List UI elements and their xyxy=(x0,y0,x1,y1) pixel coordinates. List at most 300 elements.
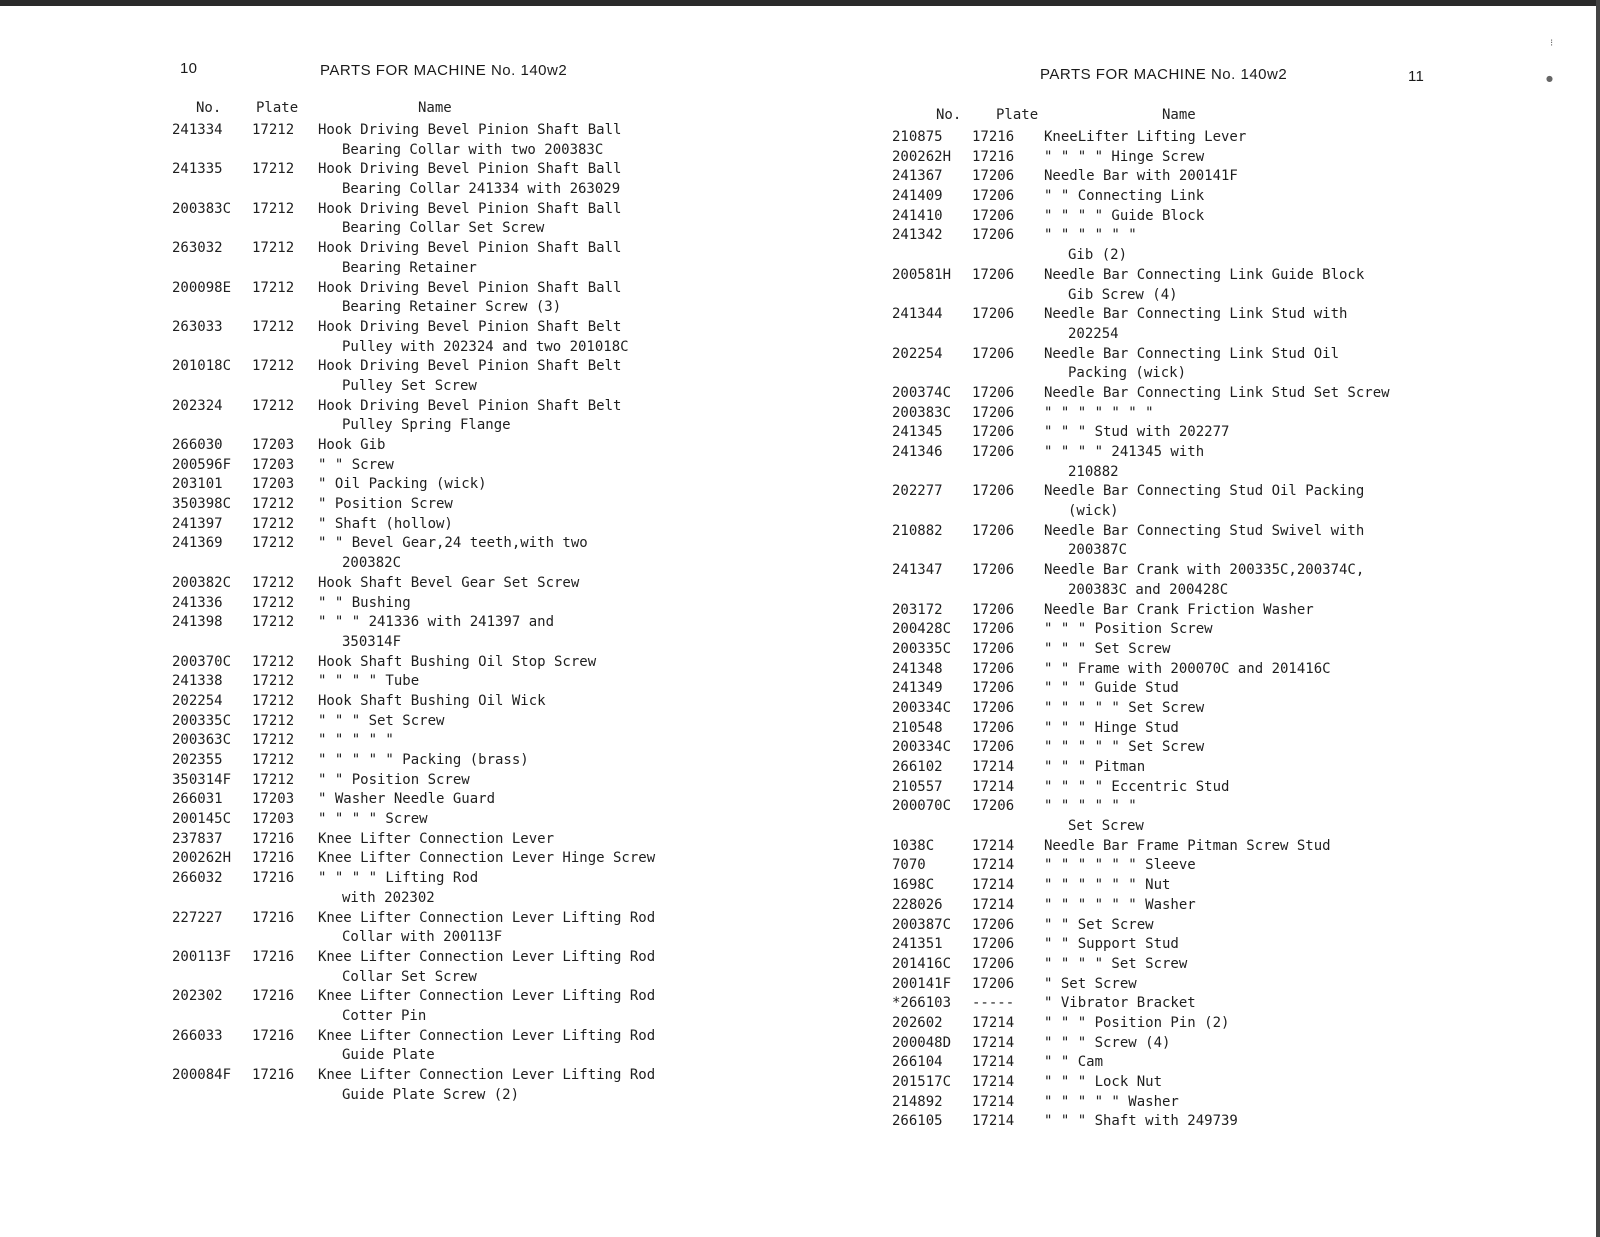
part-number: 241335 xyxy=(172,161,223,178)
part-name: Hook Driving Bevel Pinion Shaft Belt xyxy=(318,318,622,335)
table-row xyxy=(0,416,800,436)
plate-number: 17206 xyxy=(972,483,1015,500)
part-name: " " " Set Screw xyxy=(1044,640,1171,657)
part-number: 241398 xyxy=(172,614,223,631)
part-name: Needle Bar Frame Pitman Screw Stud xyxy=(1044,837,1331,854)
part-name: Needle Bar Connecting Stud Oil Packing xyxy=(1044,483,1365,500)
table-row xyxy=(800,719,1595,739)
plate-number: 17206 xyxy=(972,601,1015,618)
part-name: Hook Driving Bevel Pinion Shaft Belt xyxy=(318,397,622,414)
column-header-plate: Plate xyxy=(996,107,1039,123)
part-name: " " " " " " Nut xyxy=(1044,877,1171,894)
table-row xyxy=(800,187,1595,207)
part-name-continuation: Collar Set Screw xyxy=(342,968,477,985)
table-row xyxy=(800,384,1595,404)
plate-number: 17212 xyxy=(252,712,295,729)
plate-number: 17206 xyxy=(972,621,1015,638)
plate-number: 17212 xyxy=(252,397,295,414)
part-name: Needle Bar Connecting Link Stud with xyxy=(1044,306,1348,323)
table-row xyxy=(0,889,800,909)
part-number: 202254 xyxy=(172,692,223,709)
plate-number: 17212 xyxy=(252,692,295,709)
plate-number: 17216 xyxy=(252,1027,295,1044)
table-row xyxy=(0,909,800,929)
table-row xyxy=(0,219,800,239)
table-row xyxy=(800,975,1595,995)
plate-number: 17206 xyxy=(972,660,1015,677)
part-name: Hook Driving Bevel Pinion Shaft Ball xyxy=(318,122,622,138)
table-row xyxy=(0,731,800,751)
part-name-continuation: 202254 xyxy=(1068,325,1119,342)
part-name: Knee Lifter Connection Lever Lifting Rod xyxy=(318,1027,656,1044)
plate-number: 17212 xyxy=(252,614,295,631)
plate-number: 17206 xyxy=(972,798,1015,815)
part-number: 200383C xyxy=(892,404,952,421)
part-name: " " " " " Set Screw xyxy=(1044,699,1205,716)
part-number: 200098E xyxy=(172,279,232,296)
plate-number: 17216 xyxy=(972,148,1015,165)
page-title-left: PARTS FOR MACHINE No. 140w2 xyxy=(320,62,568,79)
table-row xyxy=(800,817,1595,837)
part-name: " " " " " Set Screw xyxy=(1044,739,1205,756)
part-number: 200374C xyxy=(892,384,952,401)
part-number: 241342 xyxy=(892,227,943,244)
part-number: *266103 xyxy=(892,995,952,1012)
part-number: 241369 xyxy=(172,535,223,552)
plate-number: 17214 xyxy=(972,1054,1015,1071)
part-number: 210882 xyxy=(892,522,943,539)
part-name-continuation: Pulley Set Screw xyxy=(342,377,477,394)
plate-number: 17206 xyxy=(972,699,1015,716)
table-row xyxy=(0,298,800,318)
table-row xyxy=(800,601,1595,621)
table-row xyxy=(800,1093,1595,1113)
parts-list-left xyxy=(0,121,800,1105)
table-row xyxy=(0,338,800,358)
part-name: Hook Shaft Bevel Gear Set Screw xyxy=(318,574,580,591)
table-row xyxy=(800,1073,1595,1093)
part-number: 7070 xyxy=(892,857,926,874)
part-number: 200334C xyxy=(892,699,952,716)
plate-number: 17206 xyxy=(972,306,1015,323)
part-name: " " Cam xyxy=(1044,1054,1104,1071)
plate-number: 17212 xyxy=(252,318,295,335)
table-row xyxy=(800,266,1595,286)
margin-dot: ● xyxy=(1546,74,1553,83)
table-row xyxy=(800,797,1595,817)
part-name: " " Position Screw xyxy=(318,771,470,788)
plate-number: 17212 xyxy=(252,496,295,513)
part-name: Hook Driving Bevel Pinion Shaft Ball xyxy=(318,240,622,257)
plate-number: 17212 xyxy=(252,594,295,611)
table-row xyxy=(800,463,1595,483)
table-row xyxy=(0,672,800,692)
plate-number: 17214 xyxy=(972,1093,1015,1110)
plate-number: 17212 xyxy=(252,161,295,178)
table-row xyxy=(800,541,1595,561)
table-row xyxy=(800,423,1595,443)
part-number: 201517C xyxy=(892,1074,952,1090)
page-title-right: PARTS FOR MACHINE No. 140w2 xyxy=(1040,66,1288,83)
part-name: Needle Bar Crank with 200335C,200374C, xyxy=(1044,562,1365,579)
part-number: 210875 xyxy=(892,129,943,145)
plate-number: 17212 xyxy=(252,673,295,690)
plate-number: 17206 xyxy=(972,916,1015,933)
plate-number: 17206 xyxy=(972,168,1015,185)
right-edge-shadow xyxy=(1596,0,1600,1237)
table-row xyxy=(0,180,800,200)
part-name: Hook Gib xyxy=(318,437,386,453)
part-name-continuation: Set Screw xyxy=(1068,818,1144,835)
table-row xyxy=(800,226,1595,246)
part-number: 266031 xyxy=(172,791,223,808)
part-number: 266033 xyxy=(172,1027,223,1044)
part-number: 202302 xyxy=(172,988,223,1005)
part-name: " " " " Tube xyxy=(318,673,420,690)
part-number: 200581H xyxy=(892,266,952,283)
part-name: Needle Bar Connecting Link Guide Block xyxy=(1044,266,1365,283)
column-header-name: Name xyxy=(418,100,452,116)
table-row xyxy=(800,935,1595,955)
table-row xyxy=(800,1034,1595,1054)
part-number: 210557 xyxy=(892,778,943,795)
table-row xyxy=(800,286,1595,306)
table-row xyxy=(0,554,800,574)
part-name: " " " " Eccentric Stud xyxy=(1044,778,1230,795)
part-name-continuation: 200387C xyxy=(1068,542,1128,559)
part-name: Hook Driving Bevel Pinion Shaft Ball xyxy=(318,161,622,178)
plate-number: 17206 xyxy=(972,955,1015,972)
part-number: 263033 xyxy=(172,318,223,335)
plate-number: 17203 xyxy=(252,811,295,828)
part-number: 241409 xyxy=(892,188,943,205)
plate-number: 17212 xyxy=(252,240,295,257)
part-name-continuation: 200383C and 200428C xyxy=(1068,581,1229,598)
table-row xyxy=(800,207,1595,227)
table-row xyxy=(0,1007,800,1027)
part-number: 200113F xyxy=(172,948,232,965)
part-number: 241338 xyxy=(172,673,223,690)
table-row xyxy=(800,699,1595,719)
part-name: " " Support Stud xyxy=(1044,936,1179,953)
part-number: 1698C xyxy=(892,877,935,894)
part-name: " " " " Hinge Screw xyxy=(1044,148,1205,165)
part-name: " " Bevel Gear,24 teeth,with two xyxy=(318,535,588,552)
part-name-continuation: 200382C xyxy=(342,555,402,572)
plate-number: 17216 xyxy=(972,129,1015,145)
plate-number: 17212 xyxy=(252,574,295,591)
plate-number: 17206 xyxy=(972,384,1015,401)
table-row xyxy=(800,994,1595,1014)
part-number: 241346 xyxy=(892,444,943,460)
part-number: 241348 xyxy=(892,660,943,677)
plate-number: 17214 xyxy=(972,1074,1015,1090)
part-name: " " Frame with 200070C and 201416C xyxy=(1044,660,1331,677)
plate-number: 17214 xyxy=(972,857,1015,874)
table-row xyxy=(800,1014,1595,1034)
part-number: 263032 xyxy=(172,240,223,257)
table-row xyxy=(800,128,1595,148)
parts-list-right xyxy=(800,128,1595,1132)
plate-number: 17216 xyxy=(252,830,295,847)
plate-number: 17206 xyxy=(972,227,1015,244)
plate-number: 17203 xyxy=(252,437,295,453)
table-row xyxy=(0,948,800,968)
part-name-continuation: Packing (wick) xyxy=(1068,365,1187,382)
part-name: Needle Bar with 200141F xyxy=(1044,168,1238,185)
table-row xyxy=(0,1046,800,1066)
part-number: 266104 xyxy=(892,1054,943,1071)
part-name: Hook Driving Bevel Pinion Shaft Ball xyxy=(318,279,622,296)
part-name-continuation: Pulley Spring Flange xyxy=(342,417,511,434)
table-row xyxy=(0,377,800,397)
table-row xyxy=(800,561,1595,581)
table-row xyxy=(0,259,800,279)
margin-speck: ⁝ xyxy=(1550,38,1554,49)
table-row xyxy=(0,534,800,554)
table-row xyxy=(0,790,800,810)
table-row xyxy=(0,810,800,830)
part-number: 200145C xyxy=(172,811,232,828)
table-row xyxy=(800,679,1595,699)
table-row xyxy=(0,160,800,180)
table-row xyxy=(0,456,800,476)
plate-number: ----- xyxy=(972,995,1015,1012)
part-number: 200048D xyxy=(892,1034,952,1051)
plate-number: 17214 xyxy=(972,1113,1015,1130)
part-name: " " Set Screw xyxy=(1044,916,1154,933)
part-number: 200596F xyxy=(172,456,232,473)
column-header-name: Name xyxy=(1162,107,1196,123)
table-row xyxy=(0,121,800,141)
table-row xyxy=(800,955,1595,975)
part-name: " " " Position Screw xyxy=(1044,621,1213,638)
part-number: 241397 xyxy=(172,515,223,532)
table-row xyxy=(0,968,800,988)
part-number: 241344 xyxy=(892,306,943,323)
plate-number: 17216 xyxy=(252,909,295,926)
table-row xyxy=(800,581,1595,601)
table-row xyxy=(0,1066,800,1086)
plate-number: 17212 xyxy=(252,200,295,217)
part-number: 241345 xyxy=(892,424,943,441)
table-row xyxy=(0,928,800,948)
part-name: " Shaft (hollow) xyxy=(318,515,453,532)
part-number: 266032 xyxy=(172,870,223,887)
plate-number: 17214 xyxy=(972,778,1015,795)
part-name-continuation: with 202302 xyxy=(342,889,435,906)
part-name-continuation: Collar with 200113F xyxy=(342,929,503,946)
part-number: 200334C xyxy=(892,739,952,756)
part-number: 200070C xyxy=(892,798,952,815)
part-name: Knee Lifter Connection Lever Hinge Screw xyxy=(318,850,656,867)
plate-number: 17203 xyxy=(252,456,295,473)
part-name: Knee Lifter Connection Lever Lifting Rod xyxy=(318,988,656,1005)
plate-number: 17212 xyxy=(252,279,295,296)
part-name: " " " " " " Sleeve xyxy=(1044,857,1196,874)
table-row xyxy=(0,712,800,732)
table-row xyxy=(800,837,1595,857)
table-row xyxy=(800,364,1595,384)
column-header-no: No. xyxy=(936,107,962,123)
part-name: " " " Hinge Stud xyxy=(1044,719,1179,736)
part-number: 266102 xyxy=(892,759,943,775)
plate-number: 17206 xyxy=(972,562,1015,579)
part-number: 202602 xyxy=(892,1014,943,1031)
plate-number: 17216 xyxy=(252,948,295,965)
part-name-continuation: Pulley with 202324 and two 201018C xyxy=(342,338,629,355)
table-row xyxy=(0,357,800,377)
part-name-continuation: Bearing Collar Set Screw xyxy=(342,220,545,237)
table-row xyxy=(800,778,1595,798)
table-row xyxy=(800,1112,1595,1132)
plate-number: 17203 xyxy=(252,791,295,808)
part-number: 200262H xyxy=(172,850,232,867)
part-number: 241410 xyxy=(892,207,943,224)
part-number: 241347 xyxy=(892,562,943,579)
plate-number: 17214 xyxy=(972,837,1015,854)
column-header-no: No. xyxy=(196,100,222,116)
column-header-plate: Plate xyxy=(256,100,299,116)
part-name: " " " Set Screw xyxy=(318,712,445,729)
table-row xyxy=(0,318,800,338)
part-name-continuation: Bearing Retainer Screw (3) xyxy=(342,299,562,316)
part-number: 201416C xyxy=(892,955,952,972)
part-name: " " " Pitman xyxy=(1044,759,1146,775)
part-name-continuation: 350314F xyxy=(342,633,402,650)
part-name: " " Connecting Link xyxy=(1044,188,1205,205)
table-row xyxy=(0,751,800,771)
table-row xyxy=(0,830,800,850)
part-number: 200428C xyxy=(892,621,952,638)
part-number: 202324 xyxy=(172,397,223,414)
part-name: Hook Driving Bevel Pinion Shaft Belt xyxy=(318,358,622,375)
part-name: " " Screw xyxy=(318,456,394,473)
part-number: 201018C xyxy=(172,358,232,375)
part-name: Needle Bar Connecting Link Stud Set Screw xyxy=(1044,384,1390,401)
part-number: 210548 xyxy=(892,719,943,736)
plate-number: 17212 xyxy=(252,515,295,532)
part-number: 200383C xyxy=(172,200,232,217)
part-name-continuation: Cotter Pin xyxy=(342,1007,427,1024)
part-name: Hook Shaft Bushing Oil Wick xyxy=(318,692,546,709)
plate-number: 17206 xyxy=(972,207,1015,224)
table-row xyxy=(0,653,800,673)
plate-number: 17206 xyxy=(972,680,1015,697)
part-number: 350398C xyxy=(172,496,232,513)
table-row xyxy=(0,141,800,161)
part-name: Hook Driving Bevel Pinion Shaft Ball xyxy=(318,200,622,217)
part-name-continuation: Gib (2) xyxy=(1068,247,1128,264)
plate-number: 17206 xyxy=(972,266,1015,283)
table-row xyxy=(800,660,1595,680)
table-row xyxy=(0,515,800,535)
part-number: 227227 xyxy=(172,909,223,926)
table-row xyxy=(0,279,800,299)
plate-number: 17212 xyxy=(252,122,295,138)
part-name: " " " " Screw xyxy=(318,811,428,828)
table-row xyxy=(800,876,1595,896)
part-name: Knee Lifter Connection Lever Lifting Rod xyxy=(318,948,656,965)
part-name: " Oil Packing (wick) xyxy=(318,476,487,493)
part-number: 203101 xyxy=(172,476,223,493)
table-row xyxy=(800,404,1595,424)
part-number: 200335C xyxy=(172,712,232,729)
part-number: 202254 xyxy=(892,345,943,362)
part-name: " " " 241336 with 241397 and xyxy=(318,614,555,631)
plate-number: 17212 xyxy=(252,535,295,552)
part-name: KneeLifter Lifting Lever xyxy=(1044,129,1247,145)
table-row xyxy=(800,482,1595,502)
part-name-continuation: Bearing Collar with two 200383C xyxy=(342,141,604,158)
part-name: " " " " Lifting Rod xyxy=(318,870,479,887)
part-name: " " " " " " xyxy=(1044,227,1137,244)
part-number: 200370C xyxy=(172,653,232,670)
part-name: Needle Bar Crank Friction Washer xyxy=(1044,601,1314,618)
plate-number: 17212 xyxy=(252,771,295,788)
table-row xyxy=(0,633,800,653)
part-name: " Vibrator Bracket xyxy=(1044,995,1196,1012)
table-row xyxy=(800,305,1595,325)
part-name: " " " Screw (4) xyxy=(1044,1034,1171,1051)
table-row xyxy=(0,1086,800,1106)
part-name: " " " " " Packing (brass) xyxy=(318,752,529,768)
part-name-continuation: Gib Screw (4) xyxy=(1068,286,1178,303)
plate-number: 17214 xyxy=(972,1014,1015,1031)
part-number: 241367 xyxy=(892,168,943,185)
table-row xyxy=(0,771,800,791)
part-name: " Set Screw xyxy=(1044,975,1137,992)
part-name: Knee Lifter Connection Lever Lifting Rod xyxy=(318,909,656,926)
part-number: 237837 xyxy=(172,830,223,847)
plate-number: 17206 xyxy=(972,739,1015,756)
part-name: " " " " 241345 with xyxy=(1044,444,1205,460)
part-name-continuation: Guide Plate Screw (2) xyxy=(342,1086,520,1103)
plate-number: 17216 xyxy=(252,870,295,887)
part-number: 266105 xyxy=(892,1113,943,1130)
part-number: 266030 xyxy=(172,437,223,453)
plate-number: 17216 xyxy=(252,850,295,867)
table-row xyxy=(800,916,1595,936)
plate-number: 17214 xyxy=(972,896,1015,913)
table-row xyxy=(0,239,800,259)
table-row xyxy=(800,1053,1595,1073)
part-number: 200084F xyxy=(172,1067,232,1083)
plate-number: 17212 xyxy=(252,653,295,670)
table-row xyxy=(800,502,1595,522)
part-number: 1038C xyxy=(892,837,935,854)
part-number: 214892 xyxy=(892,1093,943,1110)
table-row xyxy=(800,896,1595,916)
table-row xyxy=(800,640,1595,660)
part-number: 241351 xyxy=(892,936,943,953)
table-row xyxy=(800,443,1595,463)
part-name: " Position Screw xyxy=(318,496,453,513)
plate-number: 17212 xyxy=(252,358,295,375)
page-number-left: 10 xyxy=(180,60,198,77)
plate-number: 17206 xyxy=(972,345,1015,362)
part-name: Needle Bar Connecting Link Stud Oil xyxy=(1044,345,1340,362)
part-name: Knee Lifter Connection Lever Lifting Rod xyxy=(318,1067,656,1083)
part-name-continuation: Bearing Retainer xyxy=(342,259,477,276)
part-name: " " Bushing xyxy=(318,594,411,611)
part-number: 202277 xyxy=(892,483,943,500)
part-number: 203172 xyxy=(892,601,943,618)
part-number: 241336 xyxy=(172,594,223,611)
plate-number: 17216 xyxy=(252,1067,295,1083)
page-number-right: 11 xyxy=(1408,68,1425,85)
part-name: Needle Bar Connecting Stud Swivel with xyxy=(1044,522,1365,539)
